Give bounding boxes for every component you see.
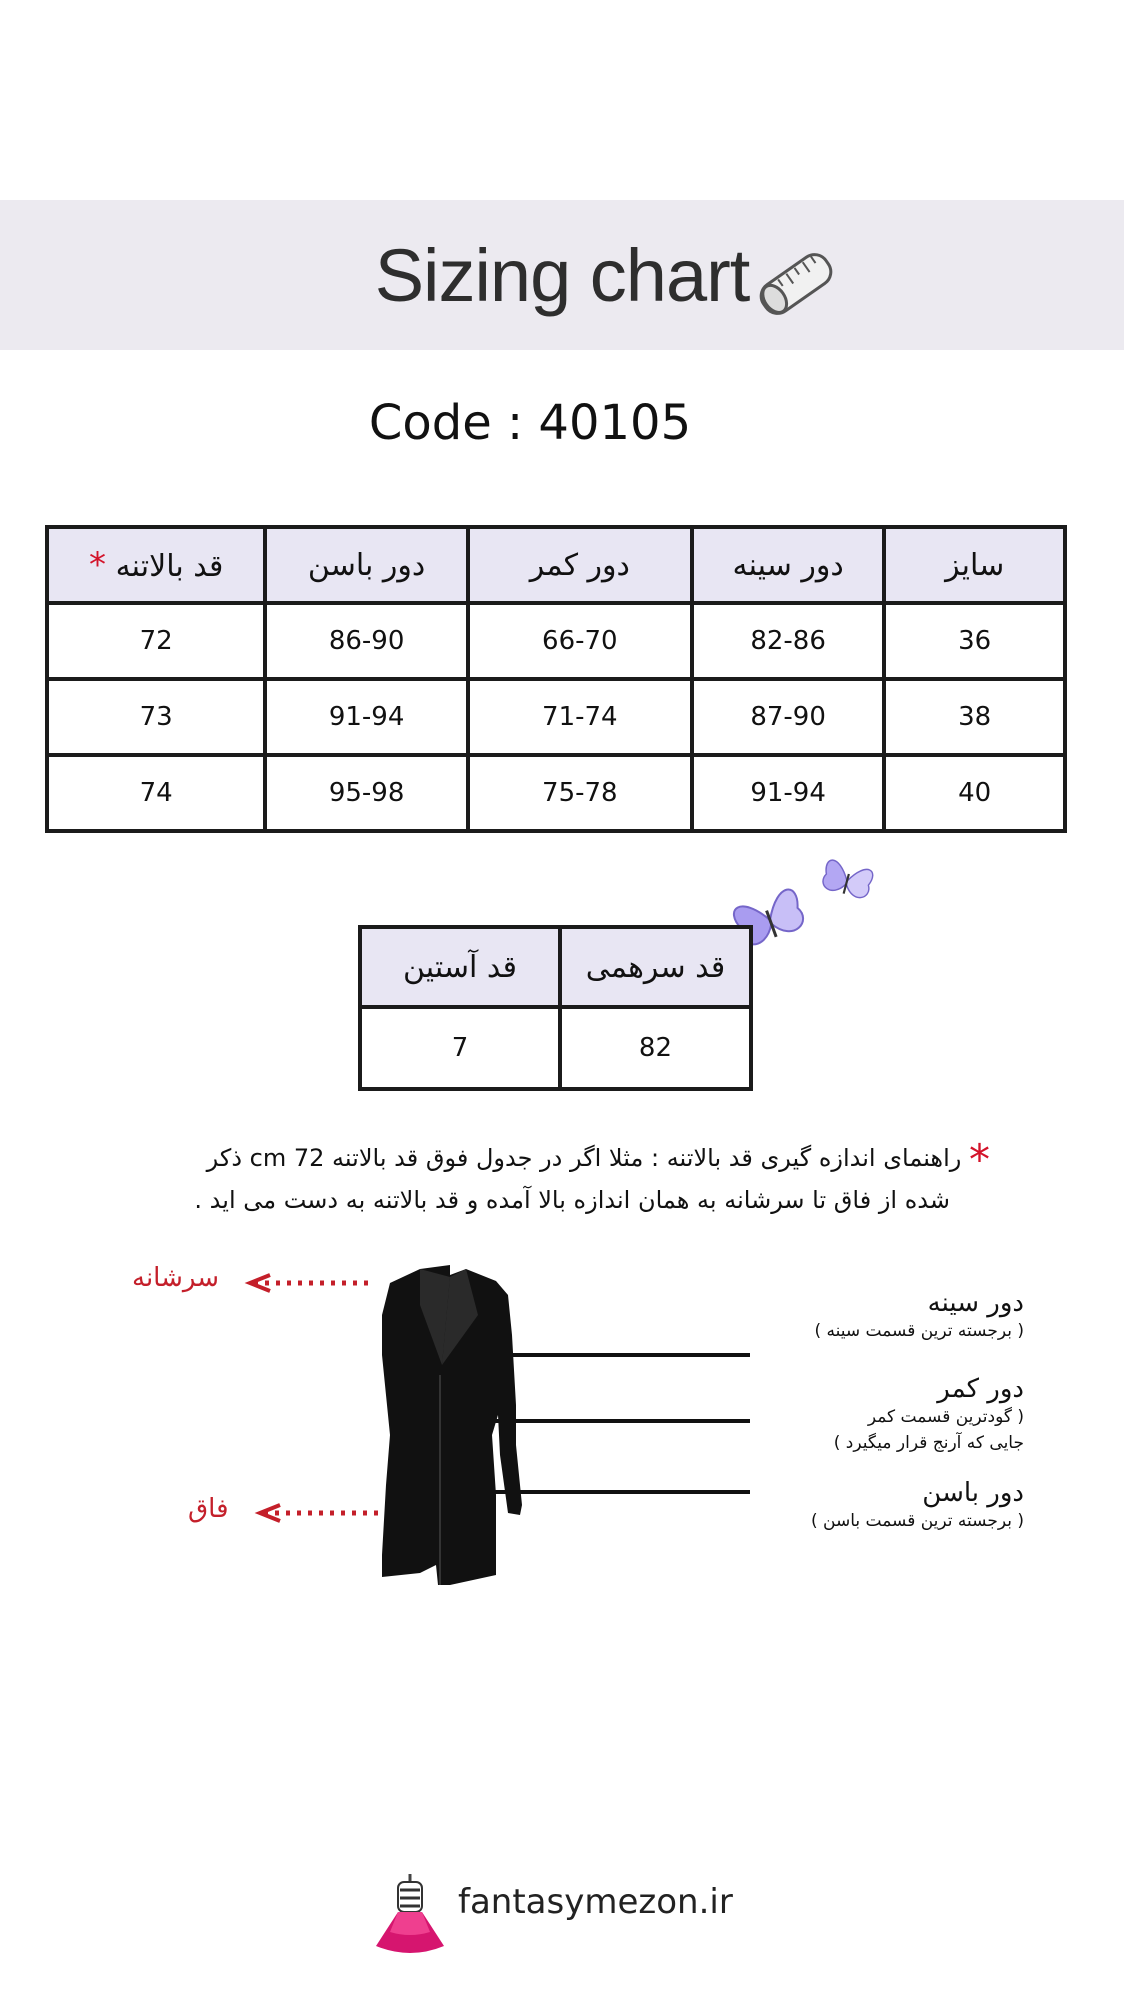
- header-torso-length: [47, 527, 265, 603]
- table-cell: 95-98: [265, 755, 467, 831]
- table-cell: 82: [560, 1007, 751, 1089]
- size-table: [45, 525, 1067, 833]
- guide-text-2: شده از فاق تا سرشانه به همان اندازه بالا آمده و قد بالاتنه به دست می اید .: [194, 1186, 950, 1214]
- crotch-label: فاق: [188, 1494, 229, 1524]
- table-cell: 72: [47, 603, 265, 679]
- guide-line-2: [120, 1180, 990, 1220]
- table-cell: 7: [360, 1007, 560, 1089]
- header-sleeve-length: قد آستین: [360, 927, 560, 1007]
- shoulder-label: سرشانه: [132, 1263, 220, 1293]
- table-cell: 38: [884, 679, 1065, 755]
- table-cell: 86-90: [265, 603, 467, 679]
- table-cell: 75-78: [468, 755, 692, 831]
- table-row: [47, 603, 1065, 679]
- header-jumpsuit-length: قد سرهمی: [560, 927, 751, 1007]
- table-cell: 71-74: [468, 679, 692, 755]
- asterisk-mark: *: [969, 1135, 990, 1184]
- dress-logo-icon: [370, 1872, 450, 1960]
- measure-chest: [724, 1288, 1024, 1344]
- sleeve-table: [358, 925, 753, 1091]
- butterfly-icon: [818, 852, 876, 910]
- measuring-tape-icon: [750, 238, 842, 330]
- table-cell: 73: [47, 679, 265, 755]
- guide-line-1: [120, 1135, 990, 1184]
- table-cell: 87-90: [692, 679, 885, 755]
- guide-text-1: راهنمای اندازه گیری قد بالاتنه : مثلا اگر در جدول فوق قد بالاتنه 72 cm ذکر: [206, 1144, 962, 1172]
- table-row: [47, 755, 1065, 831]
- measure-title: دور کمر: [937, 1374, 1024, 1404]
- table-cell: 66-70: [468, 603, 692, 679]
- header-band: [0, 200, 1124, 350]
- measure-waist: [724, 1374, 1024, 1456]
- table-cell: 40: [884, 755, 1065, 831]
- measure-title: دور باسن: [922, 1478, 1024, 1508]
- product-code: Code : 40105: [368, 395, 692, 451]
- table-cell: 36: [884, 603, 1065, 679]
- measurement-guide: [120, 1135, 990, 1220]
- header-torso-length-label: قد بالاتنه: [115, 549, 224, 584]
- table-row: [360, 1007, 751, 1089]
- shoulder-arrow-icon: [250, 1275, 372, 1291]
- measure-title: دور سینه: [927, 1288, 1024, 1318]
- page-title: Sizing chart: [374, 233, 750, 317]
- table-cell: 82-86: [692, 603, 885, 679]
- header-chest: دور سینه: [692, 527, 885, 603]
- size-table-header-row: [47, 527, 1065, 603]
- table-cell: 74: [47, 755, 265, 831]
- header-size: سایز: [884, 527, 1065, 603]
- header-hip: دور باسن: [265, 527, 467, 603]
- measure-note: ( برجسته ترین قسمت باسن ): [810, 1511, 1024, 1531]
- sleeve-table-header-row: [360, 927, 751, 1007]
- header-waist: دور کمر: [468, 527, 692, 603]
- measure-hip: [724, 1478, 1024, 1534]
- site-name: fantasymezon.ir: [458, 1882, 733, 1922]
- measure-note: جایی که آرنج قرار میگیرد ): [833, 1433, 1024, 1453]
- asterisk-mark: *: [89, 545, 107, 585]
- measure-note: ( برجسته ترین قسمت سینه ): [814, 1321, 1024, 1341]
- table-cell: 91-94: [265, 679, 467, 755]
- table-row: [47, 679, 1065, 755]
- table-cell: 91-94: [692, 755, 885, 831]
- jacket-dress-icon: [382, 1265, 522, 1585]
- measure-note: ( گودترین قسمت کمر: [867, 1407, 1024, 1427]
